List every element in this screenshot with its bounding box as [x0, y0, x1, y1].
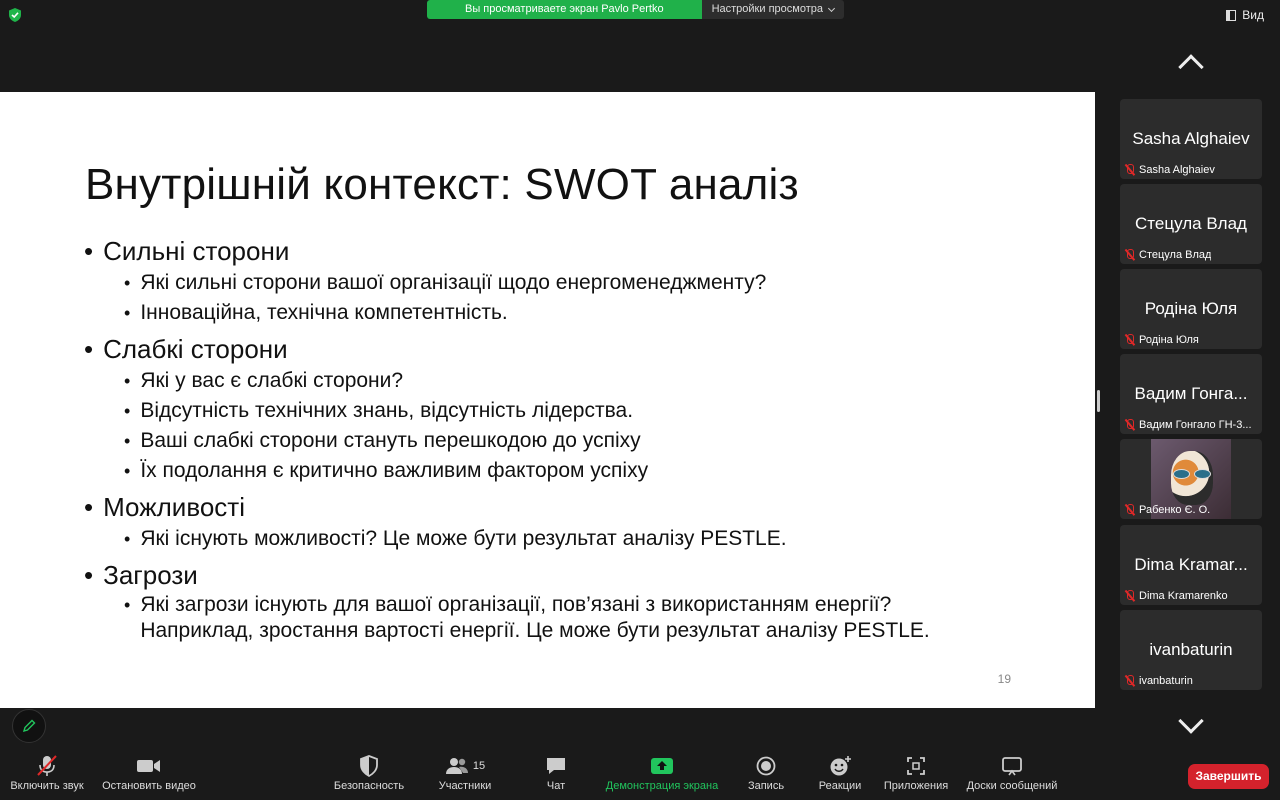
participant-display-name: Dima Kramar...: [1134, 555, 1248, 574]
chevron-up-icon: [1178, 54, 1203, 79]
unmute-label: Включить звук: [10, 780, 84, 792]
participant-name: ivanbaturin: [1139, 675, 1193, 687]
chevron-down-icon: [828, 4, 835, 11]
apps-button[interactable]: [880, 752, 952, 800]
security-button[interactable]: [328, 752, 410, 800]
view-label: Вид: [1242, 8, 1264, 22]
chat-label: Чат: [546, 780, 566, 792]
mic-muted-icon: [1124, 334, 1135, 346]
participants-button[interactable]: [432, 752, 498, 800]
slide-bullets: [84, 234, 984, 648]
stop-video-button[interactable]: [100, 752, 198, 800]
record-button[interactable]: [742, 752, 790, 800]
view-settings-label: Настройки просмотра: [711, 3, 823, 15]
share-screen-icon: [650, 757, 674, 775]
participant-tile[interactable]: [1120, 269, 1262, 349]
participant-tile[interactable]: [1120, 99, 1262, 179]
chevron-down-icon: [1178, 708, 1203, 733]
participants-icon: [445, 756, 471, 776]
mic-muted-icon: [1124, 164, 1135, 176]
shield-check-icon[interactable]: [8, 8, 22, 22]
sub-bullets: [124, 592, 984, 644]
participant-display-name: Стецула Влад: [1135, 214, 1247, 233]
participant-tile[interactable]: [1120, 525, 1262, 605]
participant-tile[interactable]: [1120, 610, 1262, 690]
bullet-item: • Відсутність технічних знань, відсутність лідерства.: [124, 396, 984, 426]
panel-resize-handle[interactable]: [1097, 390, 1100, 412]
pencil-icon: [21, 718, 37, 734]
bullet-heading: • Можливості: [84, 490, 984, 524]
viewing-screen-label: Вы просматриваете экран Pavlo Pertko: [427, 0, 702, 19]
slide-page-number: 19: [997, 672, 1011, 686]
bullet-heading: • Слабкі сторони: [84, 332, 984, 366]
annotate-button[interactable]: [12, 709, 46, 743]
participant-tile[interactable]: [1120, 439, 1262, 519]
mic-muted-icon: [1124, 675, 1135, 687]
bullet-item: • Які у вас є слабкі сторони?: [124, 366, 984, 396]
share-screen-button[interactable]: [600, 752, 724, 800]
whiteboard-icon: [1001, 756, 1023, 776]
apps-label: Приложения: [883, 780, 949, 792]
record-label: Запись: [747, 780, 785, 792]
scroll-up-button[interactable]: [1174, 52, 1208, 70]
bullet-heading: • Загрози: [84, 558, 984, 592]
whiteboards-label: Доски сообщений: [966, 780, 1058, 792]
apps-icon: [906, 756, 926, 776]
meeting-toolbar: [0, 752, 1280, 800]
reactions-button[interactable]: [812, 752, 868, 800]
end-meeting-button[interactable]: Завершить: [1188, 764, 1269, 789]
view-settings-dropdown[interactable]: [702, 0, 844, 19]
mic-muted-icon: [34, 753, 60, 779]
bullet-item: • Ваші слабкі сторони стануть перешкодою до успіху: [124, 426, 984, 456]
chat-bubble-icon: [545, 756, 567, 776]
slide-title: Внутрішній контекст: SWOT аналіз: [85, 160, 799, 209]
reactions-label: Реакции: [818, 780, 862, 792]
share-screen-label: Демонстрация экрана: [605, 780, 719, 792]
unmute-button[interactable]: [6, 752, 88, 800]
mic-muted-icon: [1124, 419, 1135, 431]
sub-bullets: [124, 366, 984, 486]
whiteboards-button[interactable]: [962, 752, 1062, 800]
bullet-item: • Які загрози існують для вашої організації, пов’язані з використанням енергії? Наприклад, зростання вартості енергії. Це може бути результат аналізу PESTLE.: [124, 592, 984, 644]
bullet-item: • Які існують можливості? Це може бути результат аналізу PESTLE.: [124, 524, 984, 554]
stop-video-label: Остановить видео: [102, 780, 196, 792]
participant-name: Вадим Гонгало ГН-3...: [1139, 419, 1252, 431]
bullet-item: • Їх подолання є критично важливим фактором успіху: [124, 456, 984, 486]
sub-bullets: [124, 268, 984, 328]
participant-name: Стецула Влад: [1139, 249, 1212, 261]
participant-name: Dima Kramarenko: [1139, 590, 1228, 602]
bullet-item: • Інноваційна, технічна компетентність.: [124, 298, 984, 328]
participant-name: Sasha Alghaiev: [1139, 164, 1215, 176]
share-banner: [427, 0, 844, 19]
participant-display-name: ivanbaturin: [1149, 640, 1233, 659]
emoji-icon: [828, 755, 852, 777]
security-label: Безопасность: [333, 780, 405, 792]
chat-button[interactable]: [536, 752, 576, 800]
shield-icon: [359, 755, 379, 777]
mic-muted-icon: [1124, 249, 1135, 261]
participants-count: 15: [472, 760, 486, 772]
participant-display-name: Sasha Alghaiev: [1132, 129, 1250, 148]
participant-name: Рабенко Є. О.: [1139, 504, 1211, 516]
mic-muted-icon: [1124, 590, 1135, 602]
video-camera-icon: [136, 756, 162, 776]
participants-label: Участники: [438, 780, 492, 792]
grid-view-icon: [1226, 10, 1236, 21]
cat-glasses: [1173, 469, 1211, 479]
shared-slide: [0, 92, 1095, 708]
sub-bullets: [124, 524, 984, 554]
bullet-item: • Які сильні сторони вашої організації щодо енергоменеджменту?: [124, 268, 984, 298]
participant-tile[interactable]: [1120, 354, 1262, 434]
mic-muted-icon: [1124, 504, 1135, 516]
participant-name: Родіна Юля: [1139, 334, 1199, 346]
bullet-heading: • Сильні сторони: [84, 234, 984, 268]
participant-display-name: Родіна Юля: [1144, 299, 1238, 318]
participant-tile[interactable]: [1120, 184, 1262, 264]
scroll-down-button[interactable]: [1174, 718, 1208, 736]
record-icon: [756, 756, 776, 776]
participant-display-name: Вадим Гонга...: [1134, 384, 1248, 403]
view-button[interactable]: [1226, 8, 1264, 22]
